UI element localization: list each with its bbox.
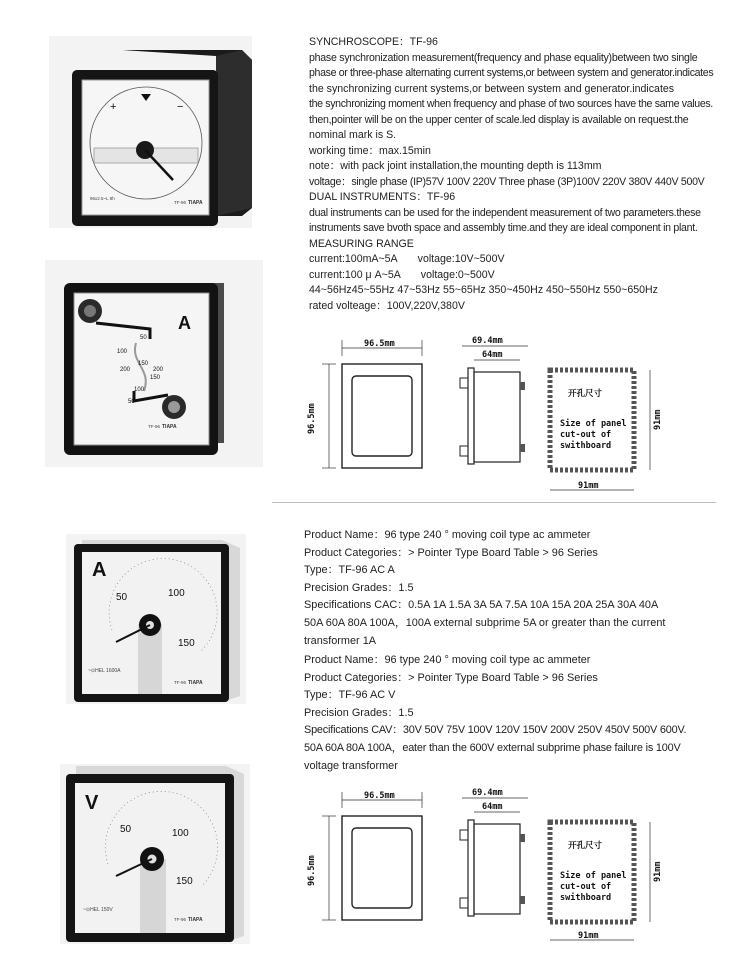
bottom-scale-150: 150 xyxy=(150,375,161,381)
text-line: current:100 μ A~5A voltage:0~500V xyxy=(309,268,495,281)
text-line: Product Categories：> Pointer Type Board Table > 96 Series xyxy=(304,546,598,559)
model-print: TF-96 xyxy=(148,424,161,429)
dimension-drawing-1 xyxy=(302,334,682,494)
cutout-text-3: swithboard xyxy=(560,441,612,451)
small-print: 96x2.5~L 8h xyxy=(90,196,115,201)
top-scale-50: 50 xyxy=(140,335,147,341)
height-label: 96.5mm xyxy=(307,855,317,886)
width-label: 96.5mm xyxy=(364,791,395,801)
text-line: voltage：single phase (IP)57V 100V 220V Three phase (3P)100V 220V 380V 440V 500V xyxy=(309,175,705,188)
minus-mark: − xyxy=(177,101,184,113)
text-line: Product Name：96 type 240 ° moving coil type ac ammeter xyxy=(304,654,591,666)
top-scale-150: 150 xyxy=(138,361,149,367)
text-line: Type：TF-96 AC V xyxy=(304,689,396,702)
brand-print: TIAPA xyxy=(162,424,177,430)
text-line: 44~56Hz45~55Hz 47~53Hz 55~65Hz 350~450Hz 450~550Hz 550~650Hz xyxy=(309,284,658,296)
text-line: Product Name：96 type 240 ° moving coil type ac ammeter xyxy=(304,529,591,541)
text-line: instruments save bvoth space and assembly time.and they are ideal component in plant. xyxy=(309,222,698,234)
cutout-title: 开孔尺寸 xyxy=(568,841,603,851)
text-line: the synchronizing moment when frequency and phase of two sources have the same values. xyxy=(309,98,713,110)
depth-label: 69.4mm xyxy=(472,788,503,798)
brand-print: TIAPA xyxy=(188,680,203,686)
ammeter-description xyxy=(304,527,665,650)
unit-label: A xyxy=(178,313,191,333)
text-line: Specifications CAC：0.5A 1A 1.5A 3A 5A 7.5A 10A 15A 20A 25A 30A 40A xyxy=(304,599,659,612)
text-line: Specifications CAV：30V 50V 75V 100V 120V 150V 200V 250V 450V 500V 600V. xyxy=(304,724,687,737)
width-label: 96.5mm xyxy=(364,339,395,349)
text-line: note：with pack joint installation,the mounting depth is 113mm xyxy=(309,160,602,172)
text-line: MEASURING RANGE xyxy=(309,237,414,250)
text-line: current:100mA~5A voltage:10V~500V xyxy=(309,253,505,265)
text-line: Type：TF-96 AC A xyxy=(304,564,395,577)
model-print: TF-96 xyxy=(174,680,187,685)
text-line: SYNCHROSCOPE：TF-96 xyxy=(309,36,438,48)
dual-meter-image xyxy=(60,273,250,459)
text-line: phase or three-phase alternating current systems,or between system and generator.indicates xyxy=(309,67,714,79)
text-line: then,pointer will be on the upper center of scale.led display is available on request.the xyxy=(309,113,689,126)
text-line: phase synchronization measurement(frequency and phase equality)between two single xyxy=(309,51,698,64)
synchroscope-description xyxy=(309,35,713,314)
text-line: transformer 1A xyxy=(304,634,377,647)
text-line: working time：max.15min xyxy=(309,144,431,157)
cutout-text-3: swithboard xyxy=(560,893,612,903)
ammeter-image xyxy=(72,538,246,706)
cutout-text-2: cut-out of xyxy=(560,430,612,440)
unit-label: V xyxy=(85,792,99,814)
text-line: voltage transformer xyxy=(304,759,398,772)
text-line: 50A 60A 80A 100A，100A external subprime 5A or greater than the current xyxy=(304,616,666,629)
synchroscope-meter-image xyxy=(66,48,256,232)
bottom-scale-100: 100 xyxy=(134,387,145,393)
text-line: 50A 60A 80A 100A，eater than the 600V external subprime phase failure is 100V xyxy=(304,741,681,754)
scale-150: 150 xyxy=(178,638,195,649)
voltmeter-description xyxy=(304,652,686,775)
voltmeter-image xyxy=(64,764,246,946)
height-label: 96.5mm xyxy=(307,403,317,434)
brand-print: TIAPA xyxy=(188,917,203,923)
cutout-title: 开孔尺寸 xyxy=(568,389,603,399)
text-line: dual instruments can be used for the independent measurement of two parameters.these xyxy=(309,206,701,219)
cutout-height-label: 91mm xyxy=(653,409,663,430)
section-divider xyxy=(272,502,716,503)
scale-100: 100 xyxy=(172,828,189,839)
brand-print: TIAPA xyxy=(188,200,203,206)
text-line: nominal mark is S. xyxy=(309,129,397,141)
cutout-width-label: 91mm xyxy=(578,481,599,491)
text-line: Precision Grades：1.5 xyxy=(304,581,414,594)
maker-print: ~⊙HEL 150V xyxy=(83,907,113,913)
text-line: rated volteage：100V,220V,380V xyxy=(309,299,465,312)
maker-print: ~⊙HEL 1600A xyxy=(88,668,121,674)
scale-50: 50 xyxy=(120,824,132,835)
plus-mark: + xyxy=(110,101,117,113)
text-line: the synchronizing current systems,or between system and generator.indicates xyxy=(309,82,675,95)
top-scale-200: 200 xyxy=(120,367,131,373)
body-label: 64mm xyxy=(482,350,503,360)
cutout-width-label: 91mm xyxy=(578,931,599,941)
cutout-text-1: Size of panel xyxy=(560,871,627,881)
cutout-text-2: cut-out of xyxy=(560,882,612,892)
bottom-scale-200: 200 xyxy=(153,367,164,373)
unit-label: A xyxy=(92,559,107,581)
text-line: Product Categories：> Pointer Type Board Table > 96 Series xyxy=(304,671,598,684)
dimension-drawing-2 xyxy=(302,785,682,947)
scale-50: 50 xyxy=(116,592,128,603)
body-label: 64mm xyxy=(482,802,503,812)
text-line: DUAL INSTRUMENTS：TF-96 xyxy=(309,191,456,203)
scale-150: 150 xyxy=(176,876,193,887)
bottom-scale-50: 50 xyxy=(128,399,135,405)
cutout-height-label: 91mm xyxy=(653,861,663,882)
depth-label: 69.4mm xyxy=(472,336,503,346)
cutout-text-1: Size of panel xyxy=(560,419,627,429)
model-print: TF-96 xyxy=(174,200,187,205)
model-print: TF-96 xyxy=(174,917,187,922)
text-line: Precision Grades：1.5 xyxy=(304,706,414,719)
scale-100: 100 xyxy=(168,588,185,599)
top-scale-100: 100 xyxy=(117,349,128,355)
